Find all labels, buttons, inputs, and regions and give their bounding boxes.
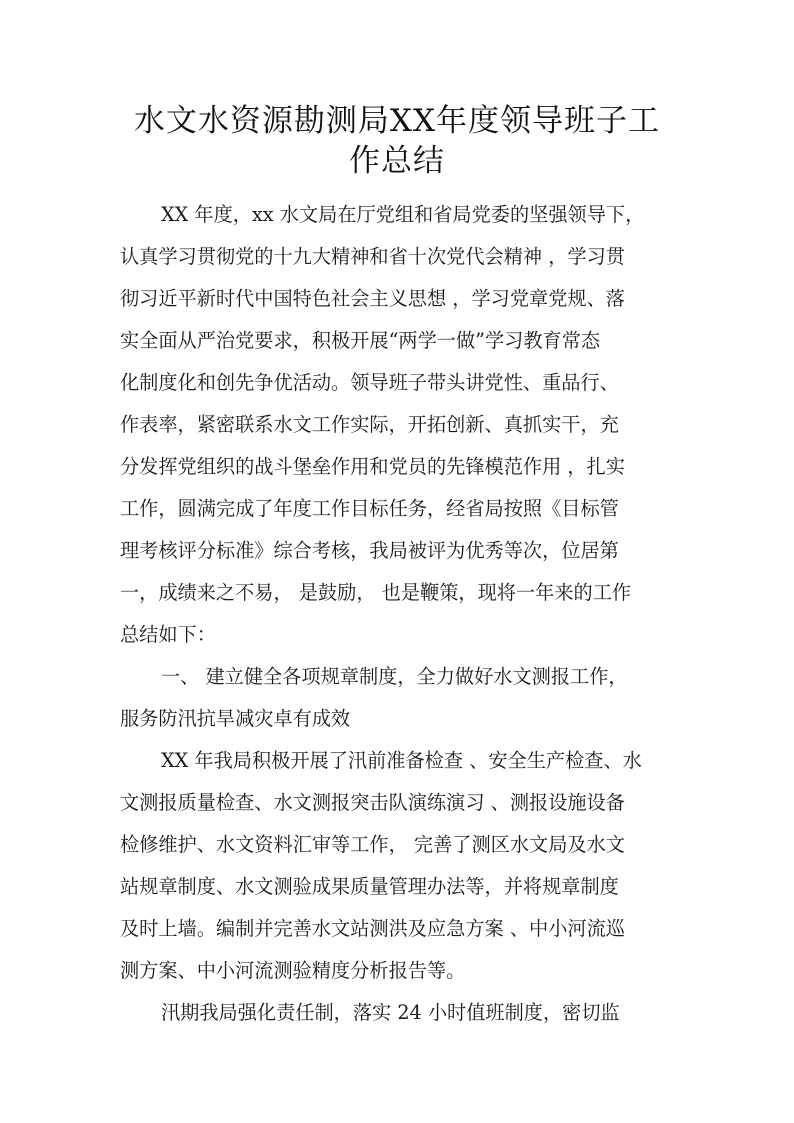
document-title-line-2: 作总结 — [349, 143, 445, 179]
paragraph-1-line-2: 认真学习贯彻党的十九大精神和省十次党代会精神 ，学习贯 — [120, 245, 625, 268]
document-title-line-1: 水文水资源勘测局XX年度领导班子工 — [133, 103, 661, 139]
paragraph-1-line-10: 一，成绩来之不易， 是鼓励， 也是鞭策，现将一年来的工作 — [120, 581, 632, 604]
paragraph-2-line-1: XX 年我局积极开展了汛前准备检查 、安全生产检查、水 — [161, 749, 642, 772]
paragraph-1-line-1: XX 年度，xx 水文局在厅党组和省局党委的坚强领导下， — [161, 203, 645, 226]
paragraph-2-line-6: 测方案、中小河流测验精度分析报告等。 — [120, 959, 466, 982]
paragraph-2-line-5: 及时上墙。编制并完善水文站测洪及应急方案 、中小河流巡 — [120, 917, 625, 940]
paragraph-2-line-2: 文测报质量检查、水文测报突击队演练演习 、测报设施设备 — [120, 791, 625, 814]
paragraph-1-line-9: 理考核评分标准》综合考核，我局被评为优秀等次，位居第 — [120, 539, 619, 562]
paragraph-1-line-8: 工作，圆满完成了年度工作目标任务，经省局按照《目标管 — [120, 497, 619, 520]
paragraph-2-line-4: 站规章制度、水文测验成果质量管理办法等，并将规章制度 — [120, 875, 619, 898]
paragraph-1-line-4: 实全面从严治党要求，积极开展“两学一做”学习教育常态 — [120, 329, 601, 352]
paragraph-2-line-3: 检修维护、水文资料汇审等工作， 完善了测区水文局及水文 — [120, 833, 625, 856]
paragraph-1-line-5: 化制度化和创先争优活动。领导班子带头讲党性、重品行、 — [120, 371, 619, 394]
paragraph-3-line-1: 汛期我局强化责任制，落实 24 小时值班制度，密切监 — [161, 1001, 620, 1024]
paragraph-1-line-6: 作表率，紧密联系水文工作实际，开拓创新、真抓实干，充 — [120, 413, 619, 436]
paragraph-1-line-3: 彻习近平新时代中国特色社会主义思想 ，学习党章党规、落 — [120, 287, 625, 310]
section-heading-line-2: 服务防汛抗旱减灾卓有成效 — [120, 707, 351, 730]
paragraph-1-line-11: 总结如下： — [120, 623, 216, 646]
section-heading-line-1: 一、 建立健全各项规章制度，全力做好水文测报工作， — [161, 665, 628, 688]
paragraph-1-line-7: 分发挥党组织的战斗堡垒作用和党员的先锋模范作用 ，扎实 — [120, 455, 625, 478]
